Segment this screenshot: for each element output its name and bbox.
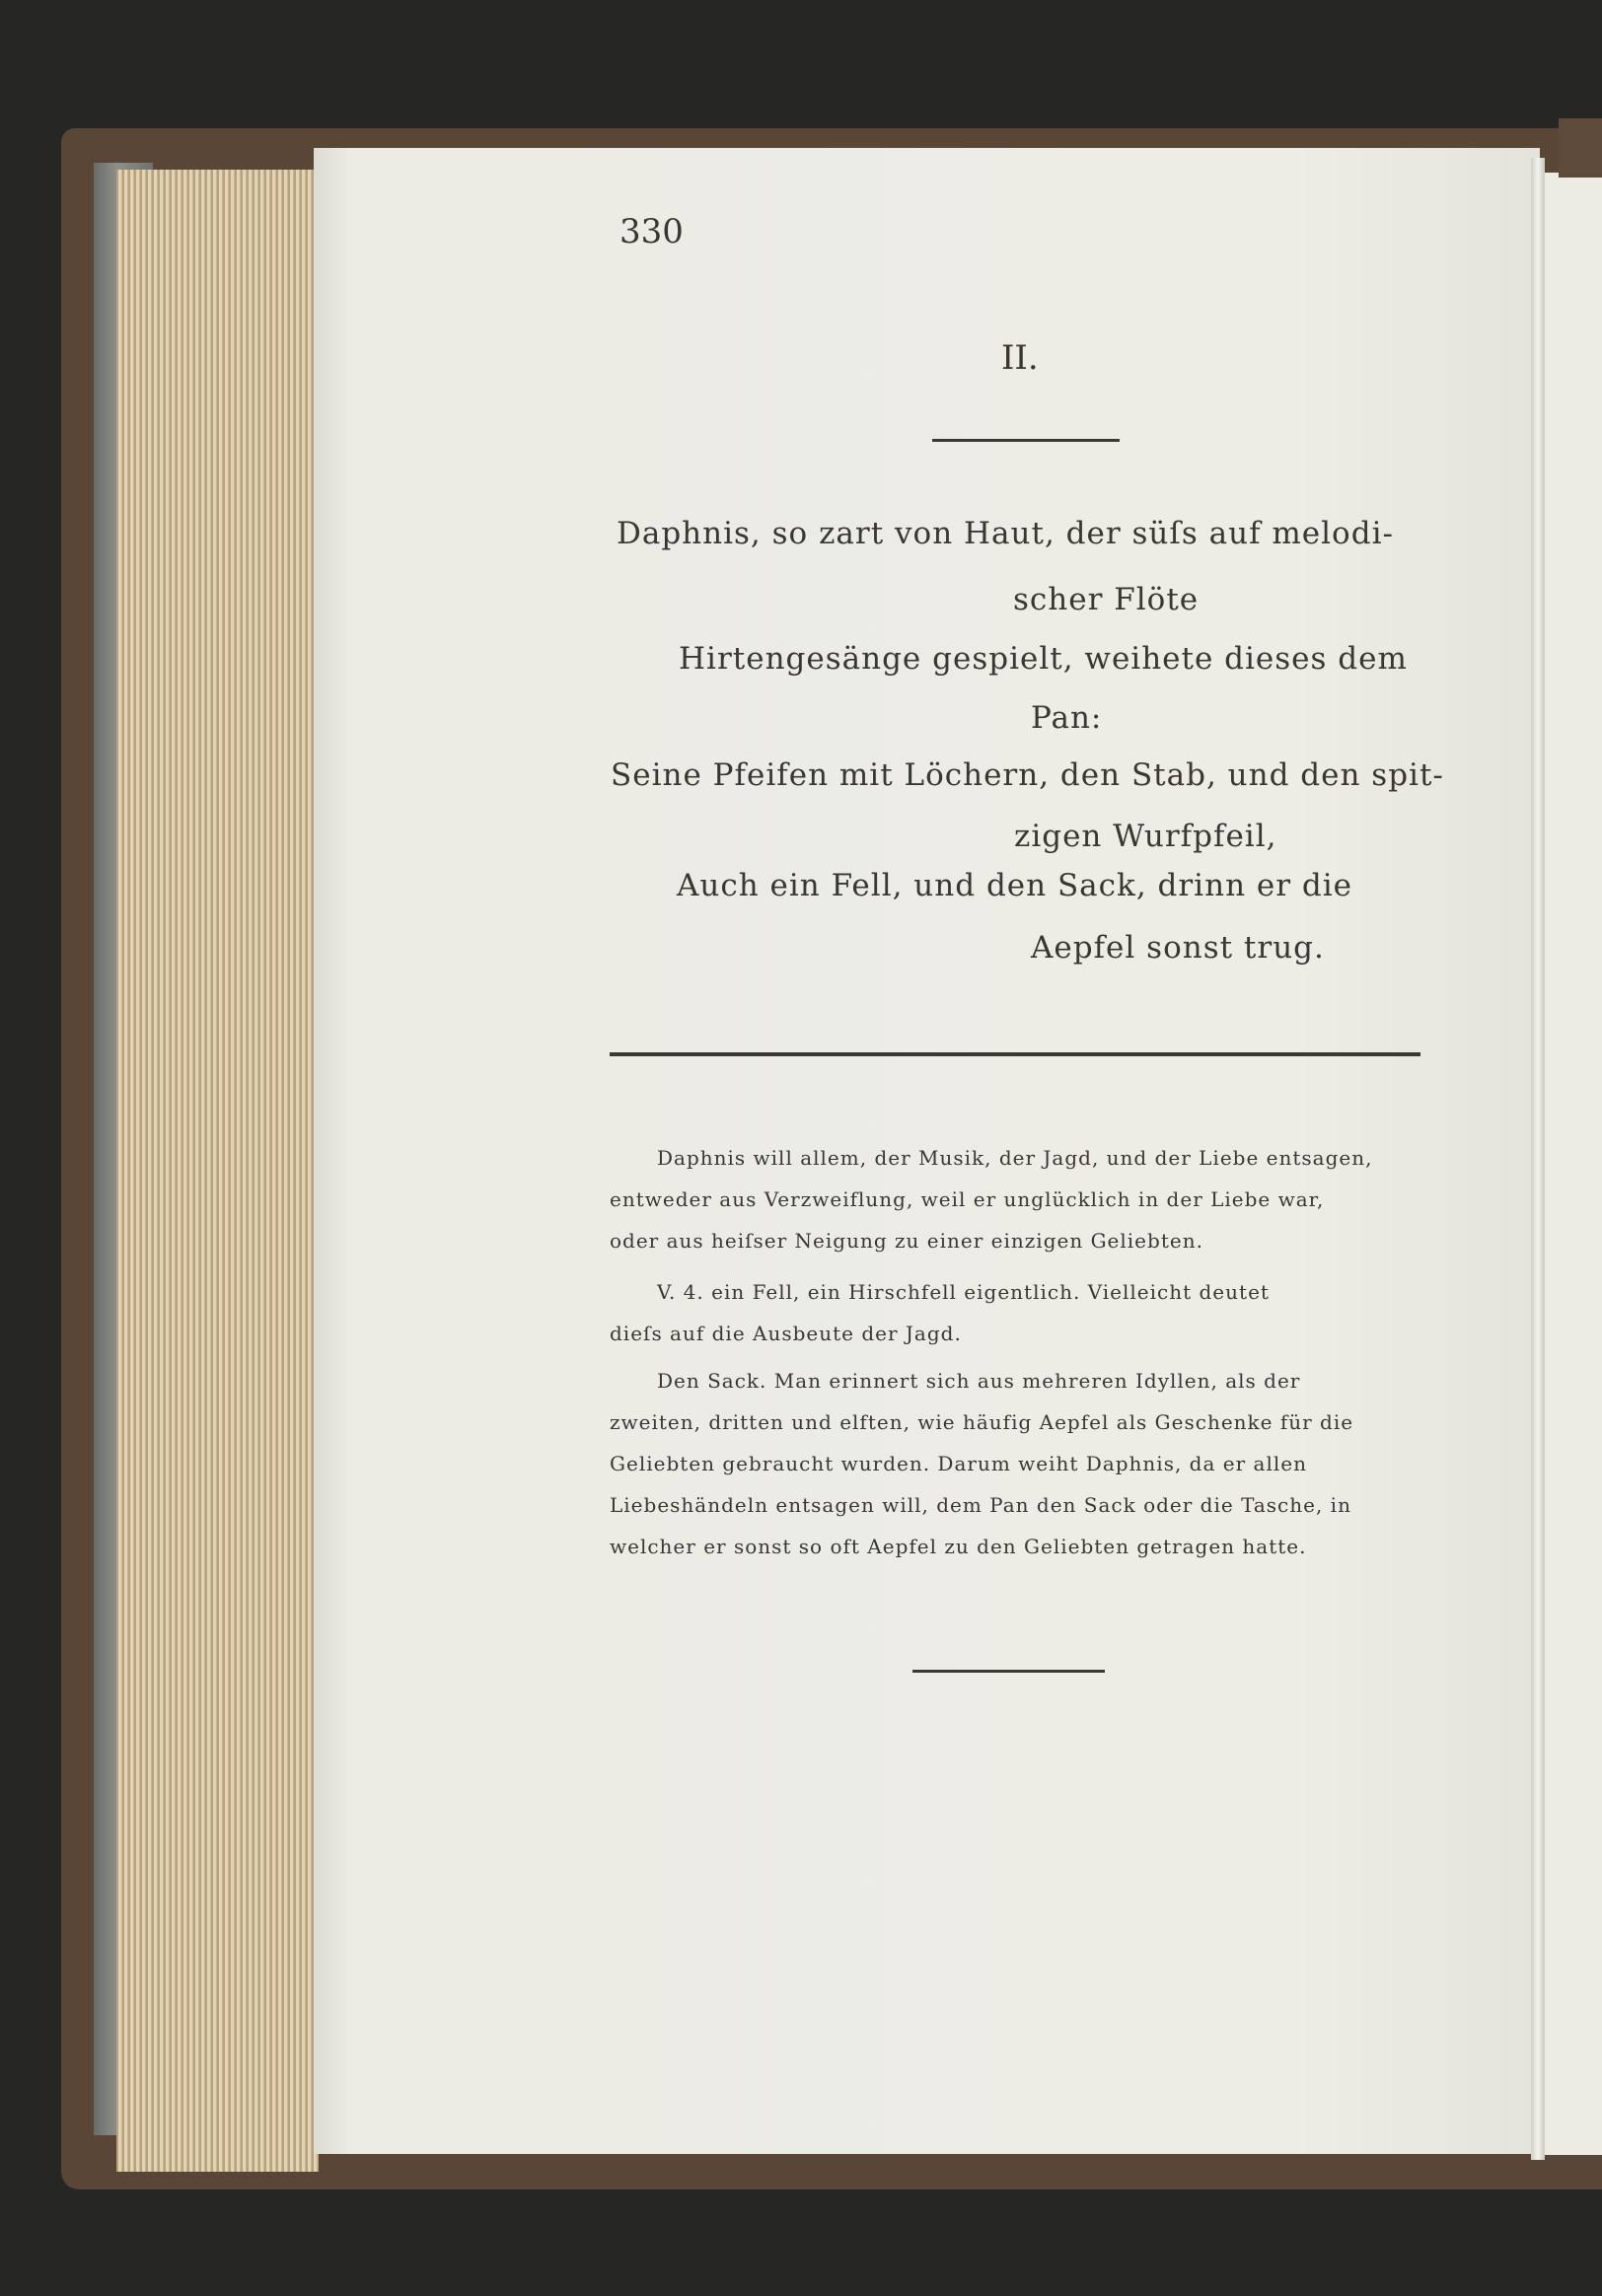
note-line-4: V. 4. ein Fell, ein Hirschfell eigentlich. Vielleicht deutet [657, 1280, 1270, 1304]
note-line-5: dieſs auf die Ausbeute der Jagd. [610, 1322, 962, 1345]
verse-line-7: Auch ein Fell, und den Sack, drinn er die [677, 868, 1353, 903]
right-binding [1559, 118, 1602, 178]
verse-line-5: Seine Pfeifen mit Löchern, den Stab, und den spit- [611, 757, 1444, 793]
note-line-10: welcher er sonst so oft Aepfel zu den Geliebten getragen hatte. [610, 1535, 1307, 1558]
verse-line-1 [617, 516, 1427, 551]
end-rule [912, 1670, 1105, 1673]
poem-number: II. [1001, 338, 1039, 378]
note-line-9: Liebeshändeln entsagen will, dem Pan den Sack oder die Tasche, in [610, 1493, 1351, 1517]
note-line-3: oder aus heiſser Neigung zu einer einzigen Geliebten. [610, 1229, 1203, 1253]
facing-page-edge [1545, 173, 1602, 2155]
footnote-rule [610, 1052, 1420, 1056]
title-rule [932, 439, 1120, 442]
note-line-1: Daphnis will allem, der Musik, der Jagd, und der Liebe entsagen, [657, 1146, 1373, 1170]
verse-line-text: Daphnis, so zart von Haut, der süſs auf melodi- [617, 516, 1394, 551]
page-number: 330 [619, 212, 684, 251]
note-line-7: zweiten, dritten und elften, wie häufig Aepfel als Geschenke für die [610, 1410, 1354, 1434]
note-line-2: entweder aus Verzweiflung, weil er unglücklich in der Liebe war, [610, 1187, 1325, 1211]
verse-line-3: Hirtengesänge gespielt, weihete dieses dem [679, 641, 1408, 677]
note-line-6: Den Sack. Man erinnert sich aus mehreren Idyllen, als der [657, 1369, 1301, 1393]
verse-line-2: scher Flöte [1013, 582, 1200, 617]
verse-line-4: Pan: [1031, 700, 1103, 736]
note-line-8: Geliebten gebraucht wurden. Darum weiht Daphnis, da er allen [610, 1452, 1307, 1475]
verse-line-8: Aepfel sonst trug. [1031, 930, 1325, 966]
page-edges [116, 170, 319, 2172]
gutter [1531, 158, 1545, 2160]
verse-line-6: zigen Wurfpfeil, [1014, 819, 1277, 854]
